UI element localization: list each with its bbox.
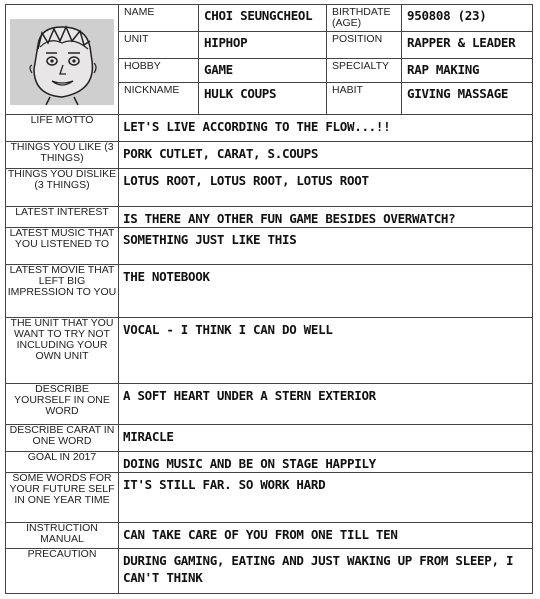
latest-music-value: SOMETHING JUST LIKE THIS [119, 228, 533, 265]
row-latest-music [6, 228, 533, 265]
goal-label: GOAL IN 2017 [6, 452, 119, 473]
nickname-value: HULK COUPS [199, 83, 327, 115]
specialty-value: RAP MAKING [402, 59, 533, 83]
hobby-value: GAME [199, 59, 327, 83]
row-life-motto [6, 115, 533, 142]
instruction-manual-label: INSTRUCTION MANUAL [6, 523, 119, 549]
profile-sheet [5, 4, 533, 594]
precaution-label: PRECAUTION [6, 549, 119, 594]
things-like-value: PORK CUTLET, CARAT, S.COUPS [119, 142, 533, 169]
birthdate-label: BIRTHDATE (AGE) [327, 5, 402, 32]
describe-yourself-value: A SOFT HEART UNDER A STERN EXTERIOR [119, 384, 533, 425]
row-things-dislike [6, 169, 533, 207]
row-describe-yourself [6, 384, 533, 425]
precaution-value: DURING GAMING, EATING AND JUST WAKING UP FROM SLEEP, I CAN'T THINK [119, 549, 533, 594]
row-precaution [6, 549, 533, 594]
unit-want-value: VOCAL - I THINK I CAN DO WELL [119, 318, 533, 384]
nickname-label: NICKNAME [119, 83, 199, 115]
name-value: CHOI SEUNGCHEOL [199, 5, 327, 32]
specialty-label: SPECIALTY [327, 59, 402, 83]
position-value: RAPPER & LEADER [402, 32, 533, 59]
habit-value: GIVING MASSAGE [402, 83, 533, 115]
latest-interest-value: IS THERE ANY OTHER FUN GAME BESIDES OVERWATCH? [119, 207, 533, 228]
row-describe-carat [6, 425, 533, 452]
unit-want-label: THE UNIT THAT YOU WANT TO TRY NOT INCLUDING YOUR OWN UNIT [6, 318, 119, 384]
things-dislike-value: LOTUS ROOT, LOTUS ROOT, LOTUS ROOT [119, 169, 533, 207]
profile-photo [6, 5, 119, 115]
describe-carat-value: MIRACLE [119, 425, 533, 452]
header-row-name [6, 5, 533, 32]
hobby-label: HOBBY [119, 59, 199, 83]
habit-label: HABIT [327, 83, 402, 115]
unit-value: HIPHOP [199, 32, 327, 59]
describe-yourself-label: DESCRIBE YOURSELF IN ONE WORD [6, 384, 119, 425]
row-goal [6, 452, 533, 473]
instruction-manual-value: CAN TAKE CARE OF YOU FROM ONE TILL TEN [119, 523, 533, 549]
things-dislike-label: THINGS YOU DISLIKE (3 THINGS) [6, 169, 119, 207]
row-latest-movie [6, 265, 533, 318]
life-motto-label: LIFE MOTTO [6, 115, 119, 142]
latest-movie-value: THE NOTEBOOK [119, 265, 533, 318]
future-self-label: SOME WORDS FOR YOUR FUTURE SELF IN ONE YEAR TIME [6, 473, 119, 523]
things-like-label: THINGS YOU LIKE (3 THINGS) [6, 142, 119, 169]
latest-music-label: LATEST MUSIC THAT YOU LISTENED TO [6, 228, 119, 265]
row-things-like [6, 142, 533, 169]
face-drawing-icon [10, 19, 114, 105]
row-latest-interest [6, 207, 533, 228]
row-unit-want [6, 318, 533, 384]
birthdate-value: 950808 (23) [402, 5, 533, 32]
future-self-value: IT'S STILL FAR. SO WORK HARD [119, 473, 533, 523]
unit-label: UNIT [119, 32, 199, 59]
life-motto-value: LET'S LIVE ACCORDING TO THE FLOW...!! [119, 115, 533, 142]
describe-carat-label: DESCRIBE CARAT IN ONE WORD [6, 425, 119, 452]
goal-value: DOING MUSIC AND BE ON STAGE HAPPILY [119, 452, 533, 473]
position-label: POSITION [327, 32, 402, 59]
row-future-self [6, 473, 533, 523]
name-label: NAME [119, 5, 199, 32]
latest-movie-label: LATEST MOVIE THAT LEFT BIG IMPRESSION TO YOU [6, 265, 119, 318]
row-instruction-manual [6, 523, 533, 549]
latest-interest-label: LATEST INTEREST [6, 207, 119, 228]
